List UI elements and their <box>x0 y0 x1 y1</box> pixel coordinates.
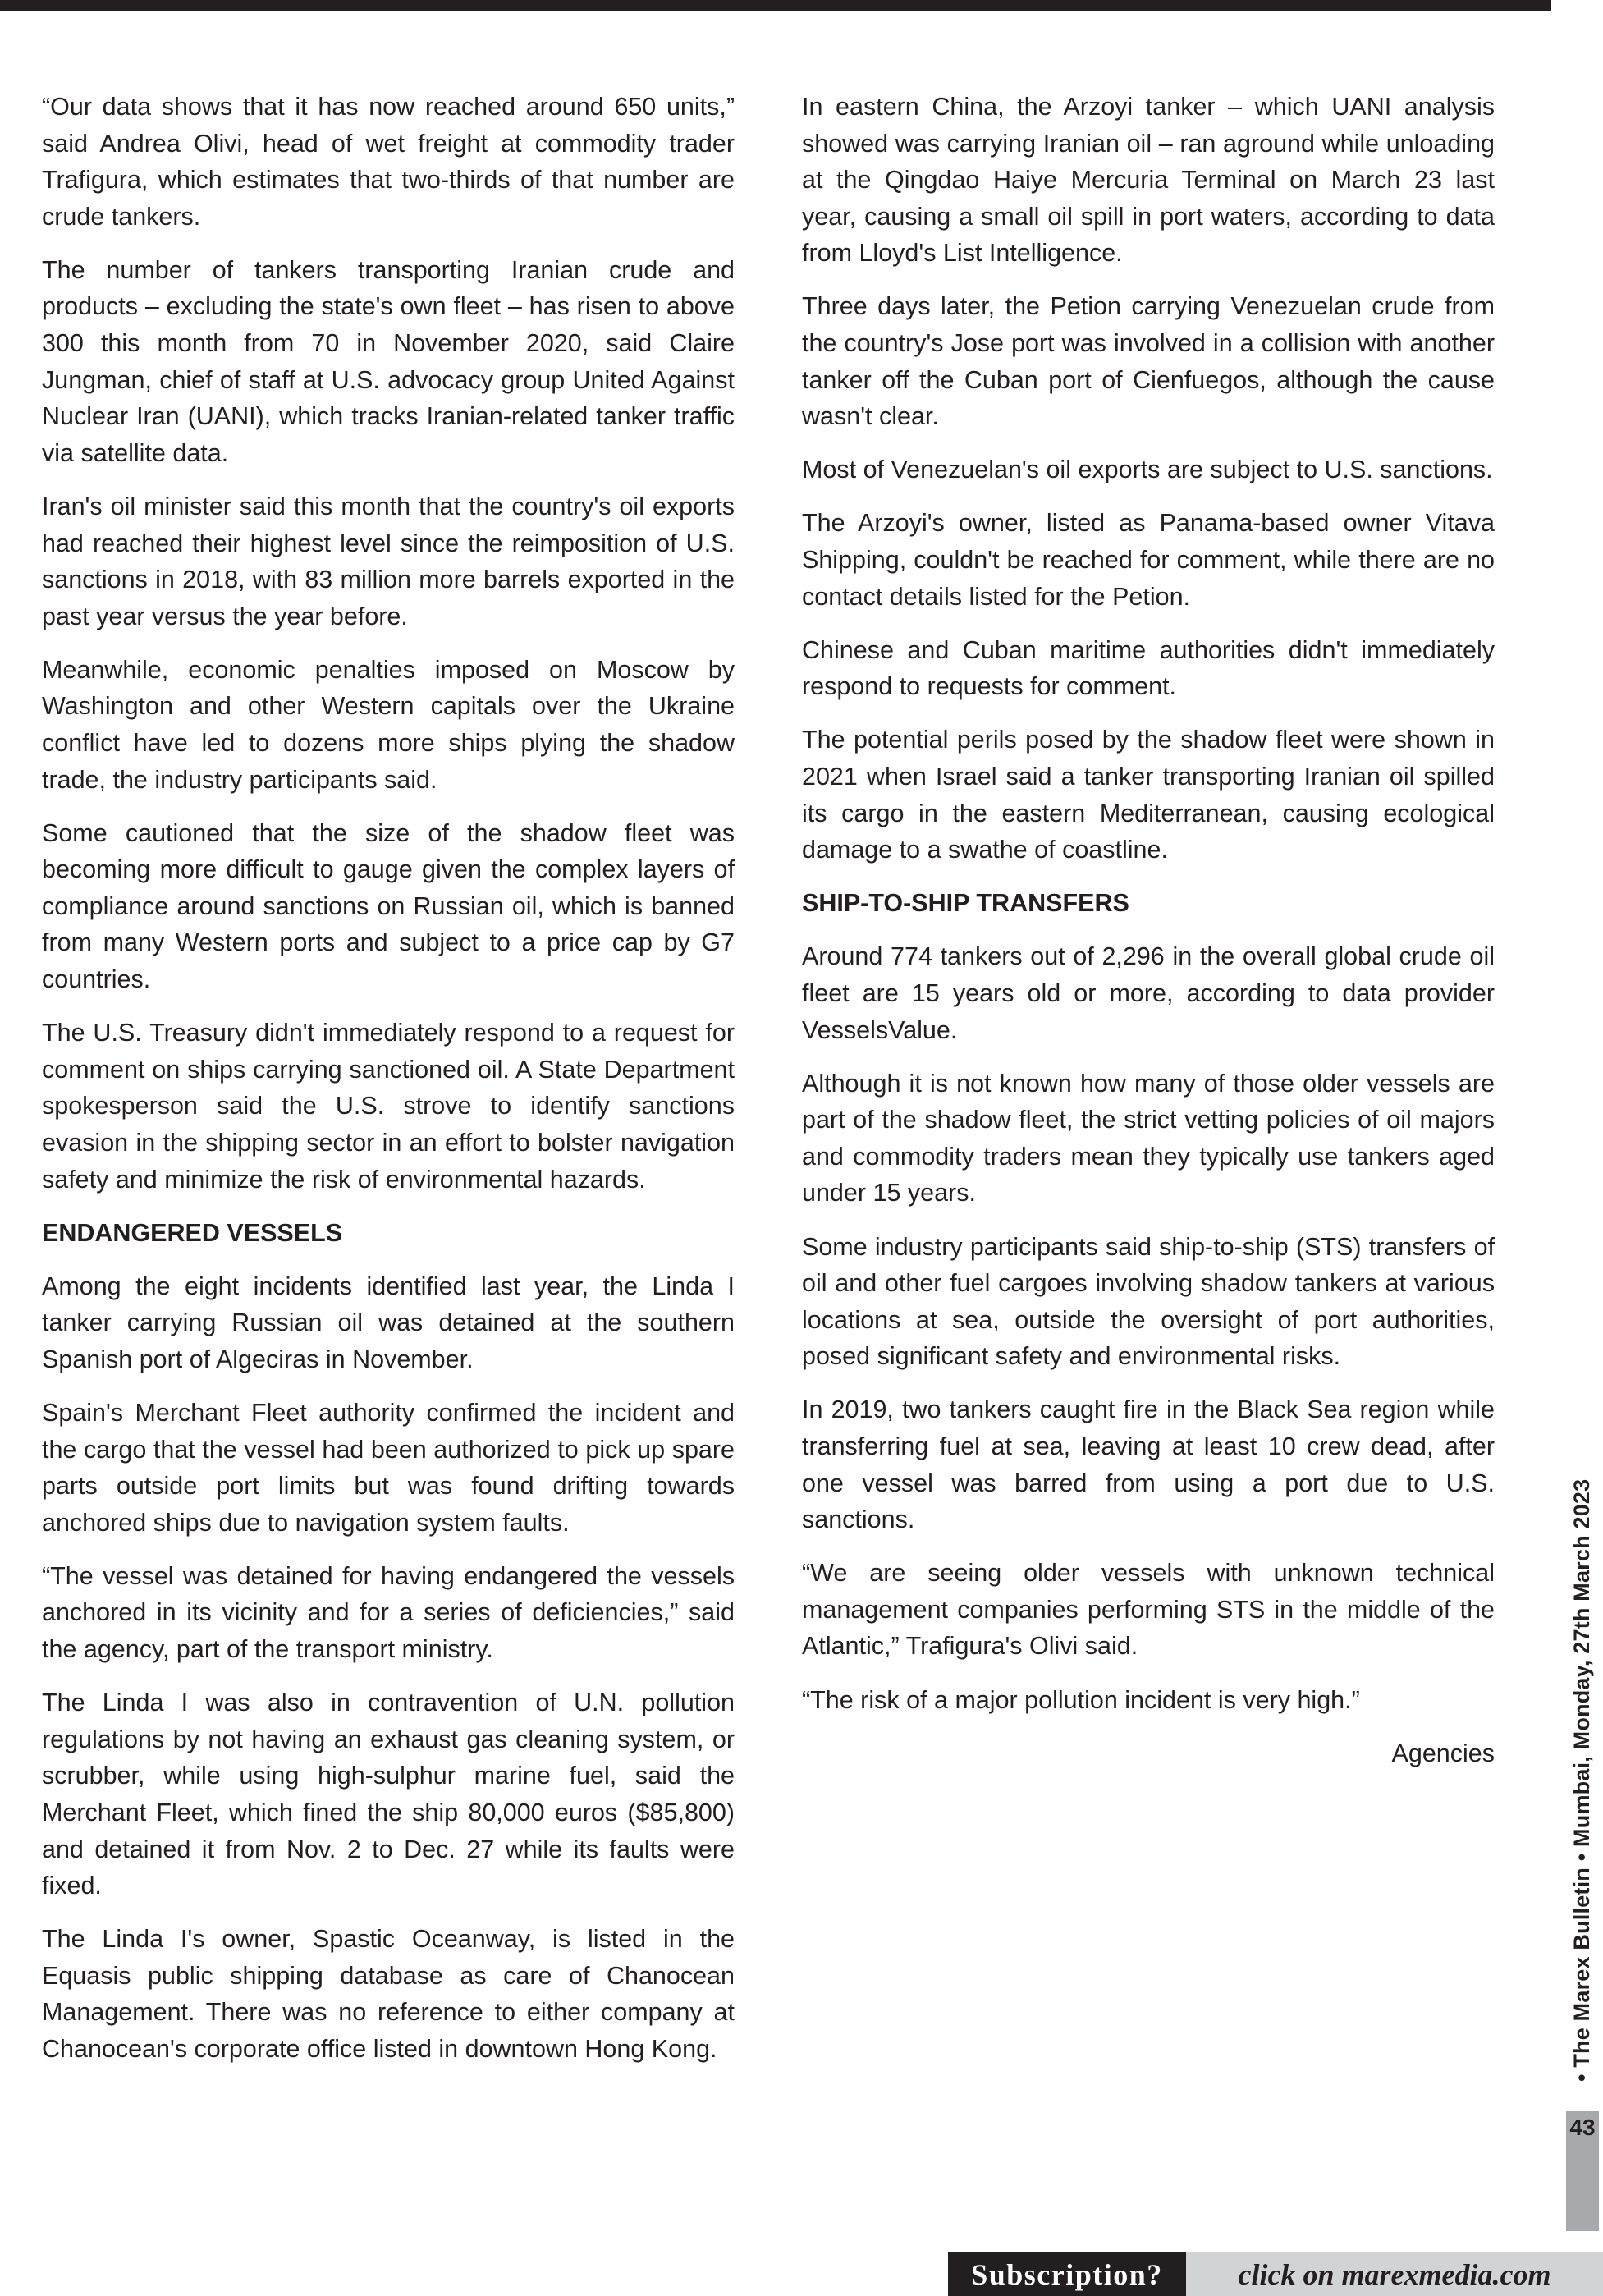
paragraph: The Linda I was also in contravention of U.N. pollution regulations by not having an exhaust gas cleaning system, or scrubber, while using high-sulphur marine fuel, said the Merchant Fleet, which fined the ship 80,000 euros ($85,800) and detained it from Nov. 2 to Dec. 27 while its faults were fixed. <box>42 1689 735 1900</box>
article-right-column <box>802 89 1495 1789</box>
paragraph: In 2019, two tankers caught fire in the Black Sea region while transferring fuel at sea, leaving at least 10 crew dead, after one vessel was barred from using a port due to U.S. sanctions. <box>802 1395 1495 1534</box>
paragraph: The Arzoyi's owner, listed as Panama-based owner Vitava Shipping, couldn't be reached for comment, while there are no contact details listed for the Petion. <box>802 509 1495 611</box>
paragraph: Some industry participants said ship-to-ship (STS) transfers of oil and other fuel cargoes involving shadow tankers at various locations at sea, outside the oversight of port authorities, posed significant safety and environmental risks. <box>802 1232 1495 1371</box>
article-left-column <box>42 89 735 2084</box>
paragraph: “Our data shows that it has now reached around 650 units,” said Andrea Olivi, head of wet freight at commodity trader Trafigura, which estimates that two-thirds of that number are crude tankers. <box>42 93 735 231</box>
paragraph: “The risk of a major pollution incident is very high.” <box>802 1685 1360 1714</box>
paragraph: Around 774 tankers out of 2,296 in the overall global crude oil fleet are 15 years old or more, according to data provider VesselsValue. <box>802 942 1495 1044</box>
paragraph: In eastern China, the Arzoyi tanker – which UANI analysis showed was carrying Iranian oil – ran aground while unloading at the Qingdao Haiye Mercuria Terminal on March 23 last year, causing a small oil spill in port waters, according to data from Lloyd's List Intelligence. <box>802 93 1495 268</box>
paragraph: Three days later, the Petion carrying Venezuelan crude from the country's Jose port was involved in a collision with another tanker off the Cuban port of Cienfuegos, although the cause wasn't clear. <box>802 292 1495 431</box>
paragraph: The U.S. Treasury didn't immediately respond to a request for comment on ships carrying sanctioned oil. A State Department spokesperson said the U.S. strove to identify sanctions evasion in the shipping sector in an effort to bolster navigation safety and minimize the risk of environmental hazards. <box>42 1019 735 1194</box>
paragraph: The number of tankers transporting Iranian crude and products – excluding the state's own fleet – has risen to above 300 this month from 70 in November 2020, said Claire Jungman, chief of staff at U.S. advocacy group United Against Nuclear Iran (UANI), which tracks Iranian-related tanker traffic via satellite data. <box>42 255 735 467</box>
top-rule <box>0 0 1551 11</box>
section-heading-endangered-vessels: ENDANGERED VESSELS <box>42 1218 343 1247</box>
paragraph: “We are seeing older vessels with unknown technical management companies performing STS in the middle of the Atlantic,” Trafigura's Olivi said. <box>802 1559 1495 1661</box>
paragraph: The potential perils posed by the shadow fleet were shown in 2021 when Israel said a tanker transporting Iranian oil spilled its cargo in the eastern Mediterranean, causing ecological damage to a swathe of coastline. <box>802 726 1495 864</box>
paragraph: Meanwhile, economic penalties imposed on Moscow by Washington and other Western capitals over the Ukraine conflict have led to dozens more ships plying the shadow trade, the industry participants said. <box>42 655 735 794</box>
page-number: 43 <box>1569 2115 1596 2140</box>
paragraph: Iran's oil minister said this month that the country's oil exports had reached their highest level since the reimposition of U.S. sanctions in 2018, with 83 million more barrels exported in the past year versus the year before. <box>42 492 735 630</box>
paragraph: Most of Venezuelan's oil exports are subject to U.S. sanctions. <box>802 456 1493 484</box>
running-title: • The Marex Bulletin • Mumbai, Monday, 27th March 2023 <box>1569 1478 1594 2082</box>
marexmedia-link[interactable]: click on marexmedia.com <box>1186 2252 1603 2296</box>
subscription-label[interactable]: Subscription? <box>948 2252 1186 2296</box>
byline-agencies: Agencies <box>1391 1739 1495 1767</box>
paragraph: Some cautioned that the size of the shadow fleet was becoming more difficult to gauge given the complex layers of compliance around sanctions on Russian oil, which is banned from many Western ports and subject to a price cap by G7 countries. <box>42 818 735 994</box>
subscription-footer[interactable] <box>948 2252 1603 2296</box>
paragraph: “The vessel was detained for having endangered the vessels anchored in its vicinity and for a series of deficiencies,” said the agency, part of the transport ministry. <box>42 1561 735 1664</box>
paragraph: Chinese and Cuban maritime authorities didn't immediately respond to requests for comment. <box>802 635 1495 701</box>
paragraph: Among the eight incidents identified last year, the Linda I tanker carrying Russian oil was detained at the southern Spanish port of Algeciras in November. <box>42 1272 735 1373</box>
paragraph: Spain's Merchant Fleet authority confirmed the incident and the cargo that the vessel had been authorized to pick up spare parts outside port limits but was found drifting towards anchored ships due to navigation system faults. <box>42 1399 735 1537</box>
section-heading-ship-to-ship-transfers: SHIP-TO-SHIP TRANSFERS <box>802 889 1129 918</box>
paragraph: The Linda I's owner, Spastic Oceanway, is listed in the Equasis public shipping database as care of Chanocean Management. There was no reference to either company at Chanocean's corporate office listed in downtown Hong Kong. <box>42 1925 735 2063</box>
paragraph: Although it is not known how many of those older vessels are part of the shadow fleet, the strict vetting policies of oil majors and commodity traders mean they typically use tankers aged under 15 years. <box>802 1069 1495 1208</box>
